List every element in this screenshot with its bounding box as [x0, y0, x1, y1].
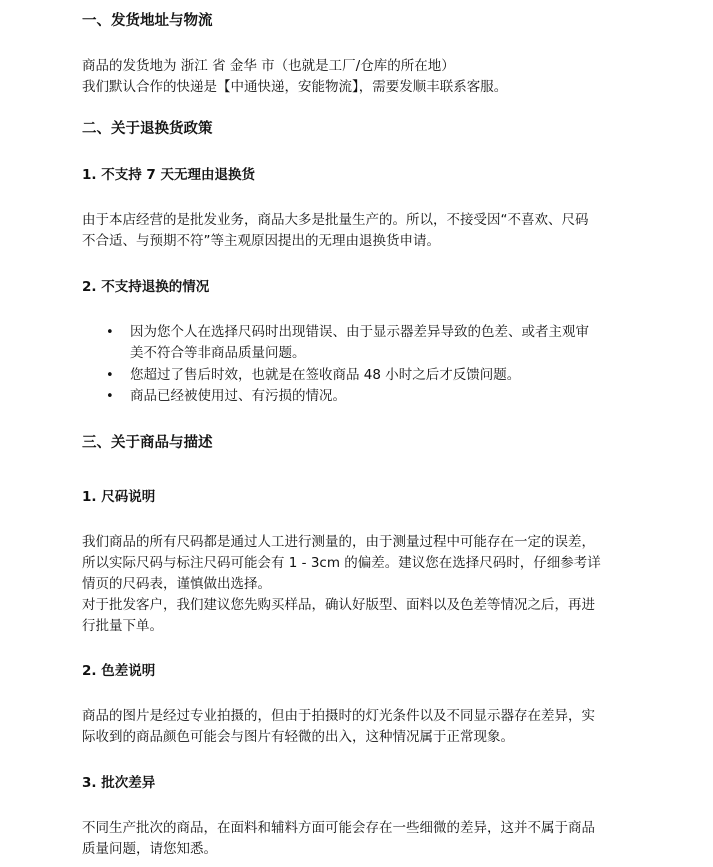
section-heading-product: 三、关于商品与描述 [82, 435, 213, 451]
section-heading-returns: 二、关于退换货政策 [82, 121, 213, 137]
size-notes-line-5: 行批量下单。 [82, 618, 163, 634]
shipping-courier-line: 我们默认合作的快递是【中通快递，安能物流】，需要发顺丰联系客服。 [82, 79, 508, 95]
color-difference-paragraph [82, 706, 642, 748]
list-item-line: 商品已经被使用过、有污损的情况。 [130, 388, 346, 404]
size-notes-line-4: 对于批发客户，我们建议您先购买样品，确认好版型、面料以及色差等情况之后，再进 [82, 597, 595, 613]
list-item [130, 365, 650, 386]
shipping-origin-line: 商品的发货地为 浙江 省 金华 市（也就是工厂/仓库的所在地） [82, 58, 455, 74]
list-item-line: 美不符合等非商品质量问题。 [130, 345, 306, 361]
subheading-size-notes: 1. 尺码说明 [82, 489, 156, 505]
subheading-batch-difference: 3. 批次差异 [82, 775, 156, 791]
bullet-marker: • [106, 368, 114, 383]
size-notes-line-2: 所以实际尺码与标注尺码可能会有 1 - 3cm 的偏差。建议您在选择尺码时，仔细参考详 [82, 555, 601, 571]
bullet-marker: • [106, 389, 114, 404]
subheading-no-7-day-return: 1. 不支持 7 天无理由退换货 [82, 167, 256, 183]
no-7-day-line-1: 由于本店经营的是批发业务，商品大多是批量生产的。所以，不接受因“不喜欢、尺码 [82, 212, 589, 228]
batch-difference-line-1: 不同生产批次的商品，在面料和辅料方面可能会存在一些细微的差异，这并不属于商品 [82, 820, 595, 836]
list-item-line: 因为您个人在选择尺码时出现错误、由于显示器差异导致的色差、或者主观审 [130, 324, 589, 340]
shipping-paragraph [82, 56, 642, 98]
subheading-color-difference: 2. 色差说明 [82, 663, 156, 679]
size-notes-paragraph [82, 532, 642, 637]
color-difference-line-2: 际收到的商品颜色可能会与图片有轻微的出入，这种情况属于正常现象。 [82, 729, 514, 745]
size-notes-line-3: 情页的尺码表，谨慎做出选择。 [82, 576, 271, 592]
no-7-day-paragraph [82, 210, 642, 252]
color-difference-line-1: 商品的图片是经过专业拍摄的，但由于拍摄时的灯光条件以及不同显示器存在差异，实 [82, 708, 595, 724]
batch-difference-line-2: 质量问题，请您知悉。 [82, 841, 217, 857]
bullet-marker: • [106, 325, 114, 340]
size-notes-line-1: 我们商品的所有尺码都是通过人工进行测量的，由于测量过程中可能存在一定的误差， [82, 534, 595, 550]
list-item [130, 322, 650, 364]
subheading-non-returnable-cases: 2. 不支持退换的情况 [82, 279, 210, 295]
no-7-day-line-2: 不合适、与预期不符”等主观原因提出的无理由退换货申请。 [82, 233, 440, 249]
section-heading-shipping: 一、发货地址与物流 [82, 13, 213, 29]
list-item [130, 386, 650, 407]
list-item-line: 您超过了售后时效，也就是在签收商品 48 小时之后才反馈问题。 [130, 367, 521, 383]
batch-difference-paragraph [82, 818, 642, 860]
